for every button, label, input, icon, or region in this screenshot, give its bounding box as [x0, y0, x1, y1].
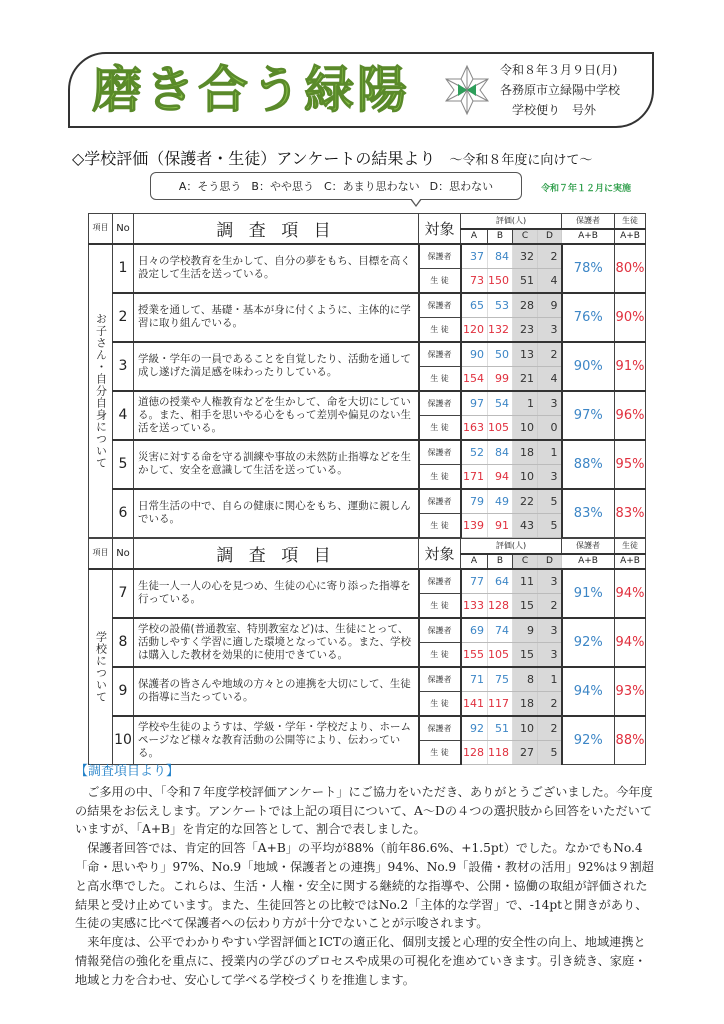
header-student-ab: A+B: [615, 229, 646, 244]
parent-count-d: 2: [538, 342, 562, 367]
item-question: 道徳の授業や人権教育などを生かして、命を大切にしている。また、相手を思いやる心をもって差別や偏見のない生活を送っている。: [134, 391, 419, 440]
issue-date: 令和８年３月９日(月): [500, 63, 618, 77]
table-row: [89, 489, 646, 514]
student-ab-percent: 93%: [615, 667, 646, 716]
header-evaluation: 評価(人): [461, 539, 562, 554]
item-number: 9: [113, 667, 134, 716]
header-c: C: [513, 554, 538, 569]
target-student: 生 徒: [419, 415, 461, 440]
school-emblem-hexagram-icon: [444, 64, 490, 116]
student-count-b: 132: [488, 317, 513, 342]
student-count-c: 15: [513, 593, 538, 618]
student-count-a: 73: [461, 268, 488, 293]
student-count-d: 3: [538, 642, 562, 667]
student-count-a: 155: [461, 642, 488, 667]
parent-ab-percent: 83%: [562, 489, 615, 538]
student-count-b: 94: [488, 464, 513, 489]
student-ab-percent: 95%: [615, 440, 646, 489]
parent-count-a: 65: [461, 293, 488, 318]
parent-count-b: 51: [488, 716, 513, 741]
parent-count-a: 52: [461, 440, 488, 465]
header-a: A: [461, 554, 488, 569]
comments-paragraph-2: 保護者回答では、肯定的回答「A+B」の平均が88%（前年86.6%、+1.5pt）でした。なかでもNo.4「命・思いやり」97%、No.9「地域・保護者との連携」94%、No.9「設備・教材の活用」92%は９割超と高水準でした。これらは、生活・人権・安全に関する継続的な指導や、公開・協働の取組が評価された結果と受け止めています。また、生徒回答との比較ではNo.2「主体的な学習」で、-14ptと開きがあり、生徒の実感に比べて保護者への伝わり方が十分でないことが示唆されます。: [75, 841, 654, 931]
student-ab-percent: 88%: [615, 716, 646, 765]
section-subtitle: ～令和８年度に向けて～: [449, 153, 593, 168]
header-question: 調 査 項 目: [134, 214, 419, 244]
header-target: 対象: [419, 214, 461, 244]
student-count-c: 18: [513, 691, 538, 716]
parent-ab-percent: 92%: [562, 618, 615, 667]
header-d: D: [538, 554, 562, 569]
item-number: 1: [113, 244, 134, 293]
parent-count-b: 50: [488, 342, 513, 367]
student-ab-percent: 96%: [615, 391, 646, 440]
header-info: [500, 60, 620, 120]
header-category: 項目: [89, 214, 113, 244]
item-number: 8: [113, 618, 134, 667]
student-count-a: 139: [461, 513, 488, 537]
parent-count-b: 53: [488, 293, 513, 318]
student-count-a: 163: [461, 415, 488, 440]
target-student: 生 徒: [419, 513, 461, 537]
item-question: 学校の設備(普通教室、特別教室など)は、生徒にとって、活動しやすく学習に適した環境となっている。また、学校は購入した教材を効果的に使用できている。: [134, 618, 419, 667]
student-count-a: 154: [461, 366, 488, 391]
header-student-ab: A+B: [615, 554, 646, 569]
table-row: [89, 569, 646, 594]
student-count-b: 117: [488, 691, 513, 716]
parent-ab-percent: 91%: [562, 569, 615, 618]
category-label: お子さん・自分自身について: [89, 244, 113, 538]
parent-count-c: 22: [513, 489, 538, 514]
student-count-b: 99: [488, 366, 513, 391]
item-question: 保護者の皆さんや地域の方々との連携を大切にして、生徒の指導に当たっている。: [134, 667, 419, 716]
student-count-c: 10: [513, 415, 538, 440]
parent-count-b: 64: [488, 569, 513, 594]
parent-ab-percent: 78%: [562, 244, 615, 293]
student-count-c: 43: [513, 513, 538, 537]
student-ab-percent: 83%: [615, 489, 646, 538]
issue-label: 学校便り 号外: [512, 103, 597, 117]
parent-count-c: 9: [513, 618, 538, 643]
parent-count-c: 32: [513, 244, 538, 269]
header-parent-ab: A+B: [562, 554, 615, 569]
parent-count-c: 13: [513, 342, 538, 367]
student-count-d: 2: [538, 691, 562, 716]
student-count-d: 4: [538, 268, 562, 293]
header-target: 対象: [419, 539, 461, 569]
header-parent-ab: A+B: [562, 229, 615, 244]
student-count-b: 105: [488, 642, 513, 667]
target-student: 生 徒: [419, 317, 461, 342]
target-student: 生 徒: [419, 593, 461, 618]
table-row: [89, 342, 646, 367]
table-row: [89, 293, 646, 318]
parent-ab-percent: 92%: [562, 716, 615, 765]
item-question: 学校や生徒のようすは、学級・学年・学校だより、ホームページなど様々な教育活動の公開等により、伝わっている。: [134, 716, 419, 765]
parent-count-c: 10: [513, 716, 538, 741]
parent-count-d: 1: [538, 667, 562, 692]
parent-count-d: 5: [538, 489, 562, 514]
legend-a: A：そう思う: [178, 180, 242, 193]
parent-count-a: 90: [461, 342, 488, 367]
target-parent: 保護者: [419, 489, 461, 514]
header-student: 生徒: [615, 539, 646, 554]
target-parent: 保護者: [419, 244, 461, 269]
student-ab-percent: 91%: [615, 342, 646, 391]
student-count-c: 23: [513, 317, 538, 342]
comments-paragraph-1: ご多用の中、「令和７年度学校評価アンケート」にご協力をいただき、ありがとうございました。今年度の結果をお伝えします。アンケートでは上記の項目について、A～Dの４つの選択肢から回答をいただいていますが、「A+B」を肯定的な回答として、割合で表しました。: [75, 784, 653, 837]
legend-d: D：思わない: [429, 180, 494, 193]
target-student: 生 徒: [419, 464, 461, 489]
section-title: [72, 146, 592, 169]
header-d: D: [538, 229, 562, 244]
student-count-d: 2: [538, 593, 562, 618]
parent-count-a: 71: [461, 667, 488, 692]
parent-count-d: 1: [538, 440, 562, 465]
parent-ab-percent: 76%: [562, 293, 615, 342]
header-parent: 保護者: [562, 214, 615, 229]
header-no: No: [113, 539, 134, 569]
student-count-b: 150: [488, 268, 513, 293]
student-count-c: 15: [513, 642, 538, 667]
parent-count-c: 11: [513, 569, 538, 594]
parent-count-d: 2: [538, 244, 562, 269]
parent-count-a: 97: [461, 391, 488, 416]
student-count-c: 10: [513, 464, 538, 489]
legend-c: C：あまり思わない: [323, 180, 420, 193]
student-count-b: 128: [488, 593, 513, 618]
target-parent: 保護者: [419, 667, 461, 692]
parent-ab-percent: 94%: [562, 667, 615, 716]
parent-count-a: 79: [461, 489, 488, 514]
student-count-c: 21: [513, 366, 538, 391]
comments-heading: 【調査項目より】: [75, 764, 180, 779]
parent-count-c: 8: [513, 667, 538, 692]
item-question: 生徒一人一人の心を見つめ、生徒の心に寄り添った指導を行っている。: [134, 569, 419, 618]
header-student: 生徒: [615, 214, 646, 229]
student-ab-percent: 94%: [615, 569, 646, 618]
table-row: [89, 716, 646, 741]
item-question: 日々の学校教育を生かして、自分の夢をもち、目標を高く設定して生活を送っている。: [134, 244, 419, 293]
header-a: A: [461, 229, 488, 244]
parent-count-a: 92: [461, 716, 488, 741]
student-count-d: 3: [538, 464, 562, 489]
target-student: 生 徒: [419, 366, 461, 391]
header-c: C: [513, 229, 538, 244]
header-category: 項目: [89, 539, 113, 569]
parent-count-b: 74: [488, 618, 513, 643]
answer-legend: [150, 172, 522, 200]
parent-ab-percent: 88%: [562, 440, 615, 489]
parent-count-d: 9: [538, 293, 562, 318]
student-count-d: 5: [538, 740, 562, 764]
parent-count-c: 28: [513, 293, 538, 318]
parent-count-a: 77: [461, 569, 488, 594]
item-number: 10: [113, 716, 134, 765]
target-parent: 保護者: [419, 716, 461, 741]
target-parent: 保護者: [419, 342, 461, 367]
school-name: 各務原市立緑陽中学校: [500, 83, 621, 97]
student-count-c: 27: [513, 740, 538, 764]
header-b: B: [488, 229, 513, 244]
parent-count-d: 3: [538, 569, 562, 594]
newsletter-title: 磨き合う緑陽: [92, 61, 410, 119]
target-student: 生 徒: [419, 691, 461, 716]
header-evaluation: 評価(人): [461, 214, 562, 229]
student-count-c: 51: [513, 268, 538, 293]
parent-count-d: 2: [538, 716, 562, 741]
legend-b: B：やや思う: [251, 180, 314, 193]
parent-count-d: 3: [538, 391, 562, 416]
target-student: 生 徒: [419, 642, 461, 667]
table-row: [89, 391, 646, 416]
table-row: [89, 440, 646, 465]
bubble-tail: [410, 199, 422, 207]
student-count-d: 4: [538, 366, 562, 391]
item-number: 5: [113, 440, 134, 489]
category-label: 学校について: [89, 569, 113, 765]
student-count-b: 91: [488, 513, 513, 537]
table-row: [89, 244, 646, 269]
student-count-d: 3: [538, 317, 562, 342]
parent-count-b: 49: [488, 489, 513, 514]
parent-count-c: 1: [513, 391, 538, 416]
item-number: 4: [113, 391, 134, 440]
target-parent: 保護者: [419, 293, 461, 318]
student-count-a: 128: [461, 740, 488, 764]
student-count-a: 141: [461, 691, 488, 716]
student-ab-percent: 80%: [615, 244, 646, 293]
item-number: 2: [113, 293, 134, 342]
parent-count-b: 84: [488, 244, 513, 269]
student-ab-percent: 94%: [615, 618, 646, 667]
header-b: B: [488, 554, 513, 569]
parent-count-b: 75: [488, 667, 513, 692]
item-number: 3: [113, 342, 134, 391]
student-count-a: 133: [461, 593, 488, 618]
student-count-a: 171: [461, 464, 488, 489]
target-parent: 保護者: [419, 618, 461, 643]
target-student: 生 徒: [419, 740, 461, 764]
table-row: [89, 618, 646, 643]
target-parent: 保護者: [419, 440, 461, 465]
header-no: No: [113, 214, 134, 244]
item-question: 授業を通して、基礎・基本が身に付くように、主体的に学習に取り組んでいる。: [134, 293, 419, 342]
comments-paragraph-3: 来年度は、公平でわかりやすい学習評価とICTの適正化、個別支援と心理的安全性の向上、地域連携と情報発信の強化を重点に、授業内の学びのプロセスや成果の可視化を進めていきます。引き続き、家庭・地域と力を合わせ、安心して学べる学校づくりを推進します。: [75, 935, 647, 987]
parent-count-b: 54: [488, 391, 513, 416]
item-number: 7: [113, 569, 134, 618]
table-row: [89, 667, 646, 692]
item-question: 災害に対する命を守る訓練や事故の未然防止指導などを生かして、安全を意識して生活を送っている。: [134, 440, 419, 489]
parent-ab-percent: 97%: [562, 391, 615, 440]
item-question: 学級・学年の一員であることを自覚したり、活動を通して成し遂げた満足感を味わったりしている。: [134, 342, 419, 391]
parent-count-a: 37: [461, 244, 488, 269]
header-question: 調 査 項 目: [134, 539, 419, 569]
student-count-b: 118: [488, 740, 513, 764]
parent-count-c: 18: [513, 440, 538, 465]
survey-date: 令和７年１２月に実施: [541, 184, 632, 194]
item-number: 6: [113, 489, 134, 538]
student-count-d: 5: [538, 513, 562, 537]
header-parent: 保護者: [562, 539, 615, 554]
parent-count-a: 69: [461, 618, 488, 643]
student-count-a: 120: [461, 317, 488, 342]
target-parent: 保護者: [419, 569, 461, 594]
survey-table-self: [88, 213, 646, 538]
parent-ab-percent: 90%: [562, 342, 615, 391]
comments-section: [75, 763, 655, 990]
parent-count-b: 84: [488, 440, 513, 465]
item-question: 日常生活の中で、自らの健康に関心をもち、運動に親しんでいる。: [134, 489, 419, 538]
survey-table-school: [88, 538, 646, 765]
student-count-d: 0: [538, 415, 562, 440]
student-count-b: 105: [488, 415, 513, 440]
section-title-main: ◇学校評価（保護者・生徒）アンケートの結果より: [72, 149, 436, 168]
target-student: 生 徒: [419, 268, 461, 293]
student-ab-percent: 90%: [615, 293, 646, 342]
target-parent: 保護者: [419, 391, 461, 416]
parent-count-d: 3: [538, 618, 562, 643]
